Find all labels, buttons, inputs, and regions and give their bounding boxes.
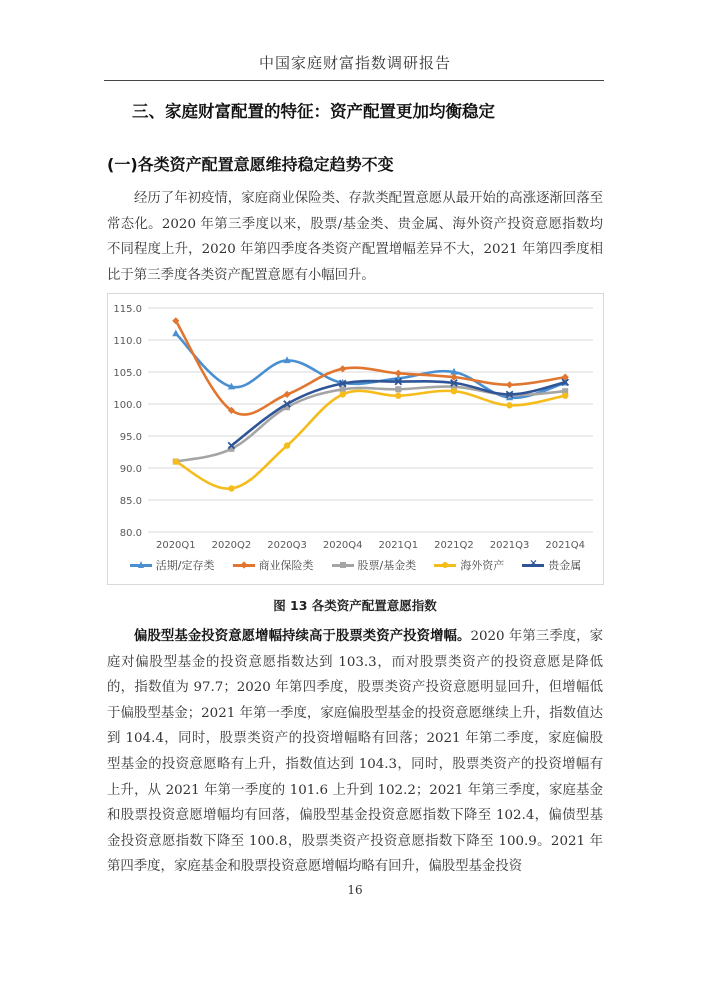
- legend-swatch: [434, 560, 456, 570]
- data-point: [506, 402, 512, 408]
- y-tick-label: 100.0: [113, 400, 142, 411]
- x-tick-label: 2020Q1: [155, 540, 196, 551]
- data-point: [228, 485, 234, 491]
- x-tick-label: 2021Q3: [489, 540, 530, 551]
- data-point: [283, 391, 290, 398]
- chart-legend: [108, 557, 603, 573]
- legend-marker: [442, 562, 448, 568]
- y-tick-label: 95.0: [119, 432, 142, 443]
- data-point: [451, 388, 457, 394]
- asset-allocation-chart: [107, 293, 604, 585]
- legend-marker: [240, 561, 247, 568]
- legend-swatch: [233, 560, 255, 570]
- data-point: [172, 330, 179, 337]
- data-point: [339, 365, 346, 372]
- data-point: [562, 392, 568, 398]
- data-point: [506, 381, 513, 388]
- series-line: [176, 321, 565, 415]
- y-tick-label: 110.0: [113, 336, 142, 347]
- header-divider: [104, 80, 604, 81]
- x-tick-label: 2021Q4: [545, 540, 586, 551]
- legend-item: [332, 557, 417, 573]
- legend-item: [130, 557, 215, 573]
- x-tick-label: 2020Q2: [211, 540, 252, 551]
- legend-swatch: [522, 560, 544, 570]
- legend-swatch: [130, 560, 152, 570]
- analysis-lead-sentence: 偏股型基金投资意愿增幅持续高于股票类资产投资增幅。: [134, 628, 471, 644]
- data-point: [339, 391, 345, 397]
- subsection-title: (一)各类资产配置意愿维持稳定趋势不变: [107, 155, 394, 174]
- y-tick-label: 80.0: [119, 528, 142, 539]
- legend-item: [233, 557, 314, 573]
- legend-marker: [138, 561, 144, 568]
- page-number: 16: [347, 883, 363, 897]
- report-header: 中国家庭财富指数调研报告: [258, 54, 451, 72]
- y-tick-label: 85.0: [119, 496, 142, 507]
- x-tick-label: 2021Q2: [434, 540, 474, 551]
- data-point: [395, 392, 401, 398]
- legend-label: 商业保险类: [258, 559, 314, 572]
- analysis-body-text: 2020 年第三季度，家庭对偏股型基金的投资意愿指数达到 103.3，而对股票类资产的投资意愿是降低的，指数值为 97.7；2020 年第四季度，股票类资产投资意愿明显回升，但增幅低于偏股型基金；2021 年第一季度，家庭偏股型基金的投资意愿继续上升，指数值达到 104.4，同时，股票类资产的投资增幅略有回落；2021 年第二季度，家庭偏股型基金的投资意愿略有上升，指数值达到 104.3，同时，股票类资产的投资增幅有上升，从 2021 年第一季度的 101.6 上升到 102.2；2021 年第三季度，家庭基金和股票投资意愿增幅均有回落，偏股型基金投资意愿指数下降至 102.4，偏债型基金投资意愿指数下降至 100.8，股票类资产投资意愿指数下降至 100.9。2021 年第四季度，家庭基金和股票投资意愿增幅均略有回升，偏股型基金投资: [107, 629, 603, 875]
- legend-marker: [340, 562, 346, 568]
- y-tick-label: 115.0: [113, 304, 142, 315]
- legend-label: 活期/定存类: [155, 559, 215, 572]
- legend-marker: ×: [529, 558, 538, 569]
- legend-label: 海外资产: [460, 559, 505, 572]
- y-tick-label: 105.0: [113, 368, 142, 379]
- legend-swatch: [332, 560, 354, 570]
- data-point: [173, 458, 179, 464]
- chart-canvas: [108, 294, 603, 584]
- data-point: [395, 386, 401, 392]
- legend-item: [522, 557, 581, 573]
- intro-paragraph: 经历了年初疫情，家庭商业保险类、存款类配置意愿从最开始的高涨逐渐回落至常态化。2020 年第三季度以来，股票/基金类、贵金属、海外资产投资意愿指数均不同程度上升，2020 年第四季度各类资产配置增幅差异不大，2021 年第四季度相比于第三季度各类资产配置意愿有小幅回升。: [107, 191, 603, 283]
- figure-caption: 图 13 各类资产配置意愿指数: [273, 598, 437, 613]
- legend-label: 股票/基金类: [357, 559, 417, 572]
- y-tick-label: 90.0: [119, 464, 142, 475]
- x-tick-label: 2020Q3: [267, 540, 307, 551]
- legend-item: [434, 557, 504, 573]
- x-tick-label: 2021Q1: [378, 540, 419, 551]
- legend-label: 贵金属: [548, 559, 582, 572]
- data-point: [395, 370, 402, 377]
- data-point: [284, 442, 290, 448]
- analysis-paragraph: [107, 624, 603, 880]
- x-tick-label: 2020Q4: [322, 540, 363, 551]
- section-title: 三、家庭财富配置的特征：资产配置更加均衡稳定: [132, 102, 495, 121]
